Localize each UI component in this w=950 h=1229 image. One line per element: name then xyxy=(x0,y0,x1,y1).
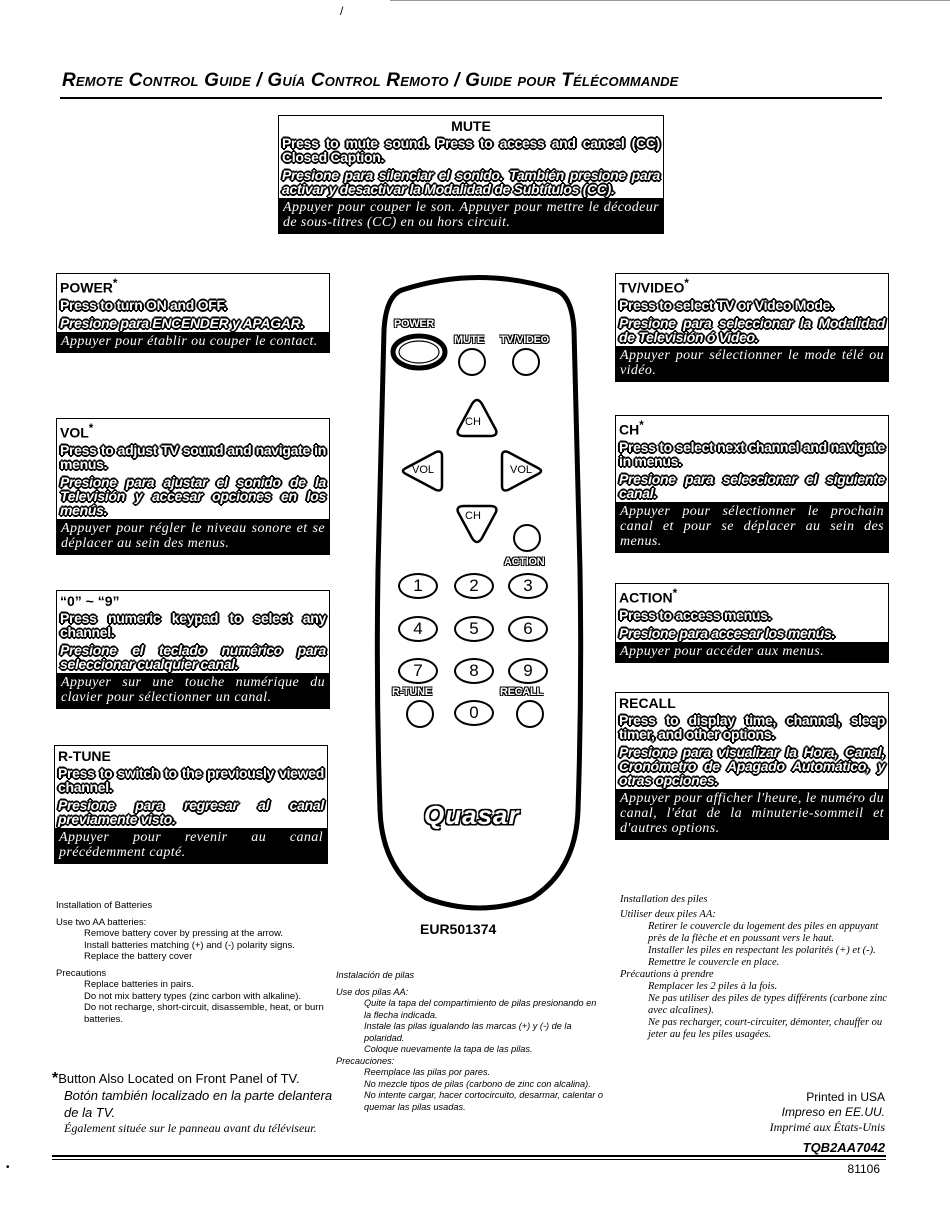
batteries-es-precaution: No intente cargar, hacer cortocircuito, desarmar, calentar o quemar las pilas usadas. xyxy=(364,1090,603,1112)
recall-en: Press to display time, channel, sleep timer, and other options. xyxy=(619,712,885,742)
batteries-fr-precaution: Ne pas recharger, court-circuiter, démonter, chauffer ou jeter au feu les piles usagées. xyxy=(648,1017,883,1040)
batteries-en-step: Replace the battery cover xyxy=(84,951,193,962)
footer-rule-thin xyxy=(52,1159,886,1160)
tvvideo-en: Press to select TV or Video Mode. xyxy=(619,296,834,313)
numbers-header: “0” ~ “9” xyxy=(60,593,120,609)
vol-es: Presione para ajustar el sonido de la Televisión y accesar opciones en los menús. xyxy=(60,473,326,518)
batteries-fr-step: Installer les piles en respectant les polarités (+) et (-). xyxy=(648,945,876,956)
numbers-en: Press numeric keypad to select any channel. xyxy=(60,610,326,640)
rtune-button[interactable] xyxy=(406,700,434,728)
recall-header: RECALL xyxy=(619,695,676,711)
recall-box xyxy=(615,692,889,840)
key-5[interactable]: 5 xyxy=(454,616,494,642)
batteries-fr xyxy=(620,894,890,1041)
batteries-fr-precaution: Ne pas utiliser des piles de types différents (carbone zinc avec alcalines). xyxy=(648,993,888,1016)
batteries-fr-step: Retirer le couvercle du logement des piles en appuyant près de la flèche et en poussant vers le haut. xyxy=(648,921,879,944)
mute-es: Presione para silenciar el sonido. También presione para activar y desactivar la Modalidad de Subtítulos (CC). xyxy=(282,167,660,197)
vol-fr: Appuyer pour régler le niveau sonore et se déplacer au sein des menus. xyxy=(57,519,329,554)
key-7[interactable]: 7 xyxy=(398,658,438,684)
power-box xyxy=(56,273,330,353)
printed-fr: Imprimé aux États-Unis xyxy=(769,1120,885,1134)
ch-es: Presione para seleccionar el siguiente canal. xyxy=(619,470,885,501)
title-underline xyxy=(60,97,882,99)
batteries-en-precaution: Do not recharge, short-circuit, disassemble, heat, or burn batteries. xyxy=(84,1002,324,1025)
page-title: Remote Control Guide / Guía Control Remoto / Guide pour Télécommande xyxy=(62,70,679,91)
batteries-en-use: Use two AA batteries: xyxy=(56,916,147,928)
ch-fr: Appuyer pour sélectionner le prochain canal et pour se déplacer au sein des menus. xyxy=(616,502,888,552)
printed-en: Printed in USA xyxy=(806,1090,885,1104)
power-button[interactable] xyxy=(393,336,445,368)
vol-en: Press to adjust TV sound and navigate in menus. xyxy=(60,441,326,472)
part-number: TQB2AA7042 xyxy=(802,1140,885,1155)
batteries-es-step: Instale las pilas igualando las marcas (+) y (-) de la polaridad. xyxy=(364,1021,572,1043)
batteries-en-step: Install batteries matching (+) and (-) polarity signs. xyxy=(84,939,295,951)
rtune-box xyxy=(54,745,328,864)
footnote-en: *Button Also Located on Front Panel of TV. xyxy=(52,1070,300,1087)
key-3[interactable]: 3 xyxy=(508,573,548,599)
batteries-es-precaution: No mezcle tipos de pilas (carbono de zinc con alcalina). xyxy=(364,1078,591,1089)
batteries-fr-title: Installation des piles xyxy=(620,894,708,905)
batteries-fr-precaution: Remplacer les 2 piles à la fois. xyxy=(648,981,778,992)
mute-fr: Appuyer pour couper le son. Appuyer pour mettre le décodeur de sous-titres (CC) en ou hors circuit. xyxy=(279,198,663,233)
printed-es: Impreso en EE.UU. xyxy=(781,1105,885,1119)
batteries-en-title: Installation of Batteries xyxy=(56,900,153,911)
tvvideo-es: Presione para seleccionar la Modalidad de Televisión ó Video. xyxy=(619,314,885,345)
vol-header: VOL* xyxy=(60,422,94,441)
batteries-en-precaution: Replace batteries in pairs. xyxy=(84,979,194,990)
action-button[interactable] xyxy=(513,524,541,552)
power-es: Presione para ENCENDER y APAGAR. xyxy=(60,314,305,331)
batteries-es-precaution: Reemplace las pilas por pares. xyxy=(364,1067,491,1077)
batteries-es-step: Quite la tapa del compartimiento de pilas presionando en la flecha indicada. xyxy=(364,998,597,1020)
remote-illustration xyxy=(372,270,586,915)
rtune-en: Press to switch to the previously viewed channel. xyxy=(58,765,324,795)
numbers-box xyxy=(56,590,330,709)
mute-button[interactable] xyxy=(458,348,486,376)
footnote-es: Botón también localizado en la parte delantera de la TV. xyxy=(64,1088,333,1120)
footnote-fr: Également située sur le panneau avant du téléviseur. xyxy=(64,1121,317,1135)
mute-header: MUTE xyxy=(451,118,491,134)
printed-in xyxy=(700,1090,885,1135)
batteries-es-title: Instalación de pilas xyxy=(336,970,415,980)
vol-box xyxy=(56,418,330,555)
key-0[interactable]: 0 xyxy=(454,700,494,726)
footnote xyxy=(52,1070,342,1136)
scan-dot: • xyxy=(6,1162,10,1173)
key-8[interactable]: 8 xyxy=(454,658,494,684)
action-box xyxy=(615,583,889,663)
batteries-es-use: Use dos pilas AA: xyxy=(336,986,409,997)
footer-rule xyxy=(52,1155,886,1157)
ch-up-button[interactable]: CH xyxy=(465,416,481,428)
tvvideo-fr: Appuyer pour sélectionner le mode télé ou vidéo. xyxy=(616,346,888,381)
power-en: Press to turn ON and OFF. xyxy=(60,296,227,313)
key-6[interactable]: 6 xyxy=(508,616,548,642)
scan-mark: / xyxy=(340,4,344,18)
ch-down-button[interactable]: CH xyxy=(465,510,481,522)
tvvideo-box xyxy=(615,273,889,382)
batteries-fr-precautions-title: Précautions à prendre xyxy=(620,969,714,980)
batteries-es-precautions-title: Precauciones: xyxy=(336,1055,395,1066)
ch-box xyxy=(615,415,889,553)
recall-es: Presione para visualizar la Hora, Canal, Cronómetro de Apagado Automático, y otras opciones. xyxy=(619,744,885,788)
recall-fr: Appuyer pour afficher l'heure, le numéro du canal, l'état de la minuterie-sommeil et d'autres options. xyxy=(616,789,888,839)
model-number: EUR501374 xyxy=(420,921,497,937)
batteries-en xyxy=(56,900,336,1025)
numbers-es: Presione el teclado numérico para seleccionar cualquier canal. xyxy=(60,642,326,672)
action-fr: Appuyer pour accéder aux menus. xyxy=(616,642,888,662)
remote-label-rtune: R-TUNE xyxy=(392,686,432,698)
top-edge-rule xyxy=(390,0,950,1)
key-2[interactable]: 2 xyxy=(454,573,494,599)
vol-left-button[interactable]: VOL xyxy=(412,464,435,476)
remote-label-tvvideo: TV/VIDEO xyxy=(500,334,549,346)
remote-label-recall: RECALL xyxy=(500,686,543,698)
key-1[interactable]: 1 xyxy=(398,573,438,599)
key-4[interactable]: 4 xyxy=(398,616,438,642)
batteries-en-precaution: Do not mix battery types (zinc carbon with alkaline). xyxy=(84,990,302,1002)
ch-header: CH* xyxy=(619,419,644,438)
recall-button[interactable] xyxy=(516,700,544,728)
action-es: Presione para accesar los menús. xyxy=(619,624,836,641)
action-en: Press to access menus. xyxy=(619,606,772,623)
rtune-es: Presione para regresar al canal previamente visto. xyxy=(58,797,324,827)
batteries-en-step: Remove battery cover by pressing at the arrow. xyxy=(84,928,284,939)
batteries-fr-step: Remettre le couvercle en place. xyxy=(648,957,780,968)
power-fr: Appuyer pour établir ou couper le contact. xyxy=(57,332,329,352)
batteries-fr-use: Utiliser deux piles AA: xyxy=(620,909,716,920)
vol-right-button[interactable]: VOL xyxy=(510,464,533,476)
rtune-fr: Appuyer pour revenir au canal précédemment capté. xyxy=(55,828,327,863)
batteries-es xyxy=(336,970,606,1113)
brand-logo: Quasar xyxy=(424,800,520,830)
rtune-header: R-TUNE xyxy=(58,748,111,764)
tvvideo-button[interactable] xyxy=(512,348,540,376)
batteries-es-step: Coloque nuevamente la tapa de las pilas. xyxy=(364,1044,533,1054)
remote-label-power: POWER xyxy=(394,318,435,330)
key-9[interactable]: 9 xyxy=(508,658,548,684)
mute-en: Press to mute sound. Press to access and cancel (CC) Closed Caption. xyxy=(282,135,660,165)
power-header: POWER* xyxy=(60,277,118,296)
remote-label-action: ACTION xyxy=(504,556,545,568)
batteries-en-precautions-title: Precautions xyxy=(56,967,107,979)
action-header: ACTION* xyxy=(619,587,678,606)
ch-en: Press to select next channel and navigate in menus. xyxy=(619,438,885,469)
remote-label-mute: MUTE xyxy=(454,334,484,346)
page-code: 81106 xyxy=(847,1162,880,1176)
tvvideo-header: TV/VIDEO* xyxy=(619,277,689,296)
numbers-fr: Appuyer sur une touche numérique du clavier pour sélectionner un canal. xyxy=(57,673,329,708)
mute-box xyxy=(278,115,664,234)
